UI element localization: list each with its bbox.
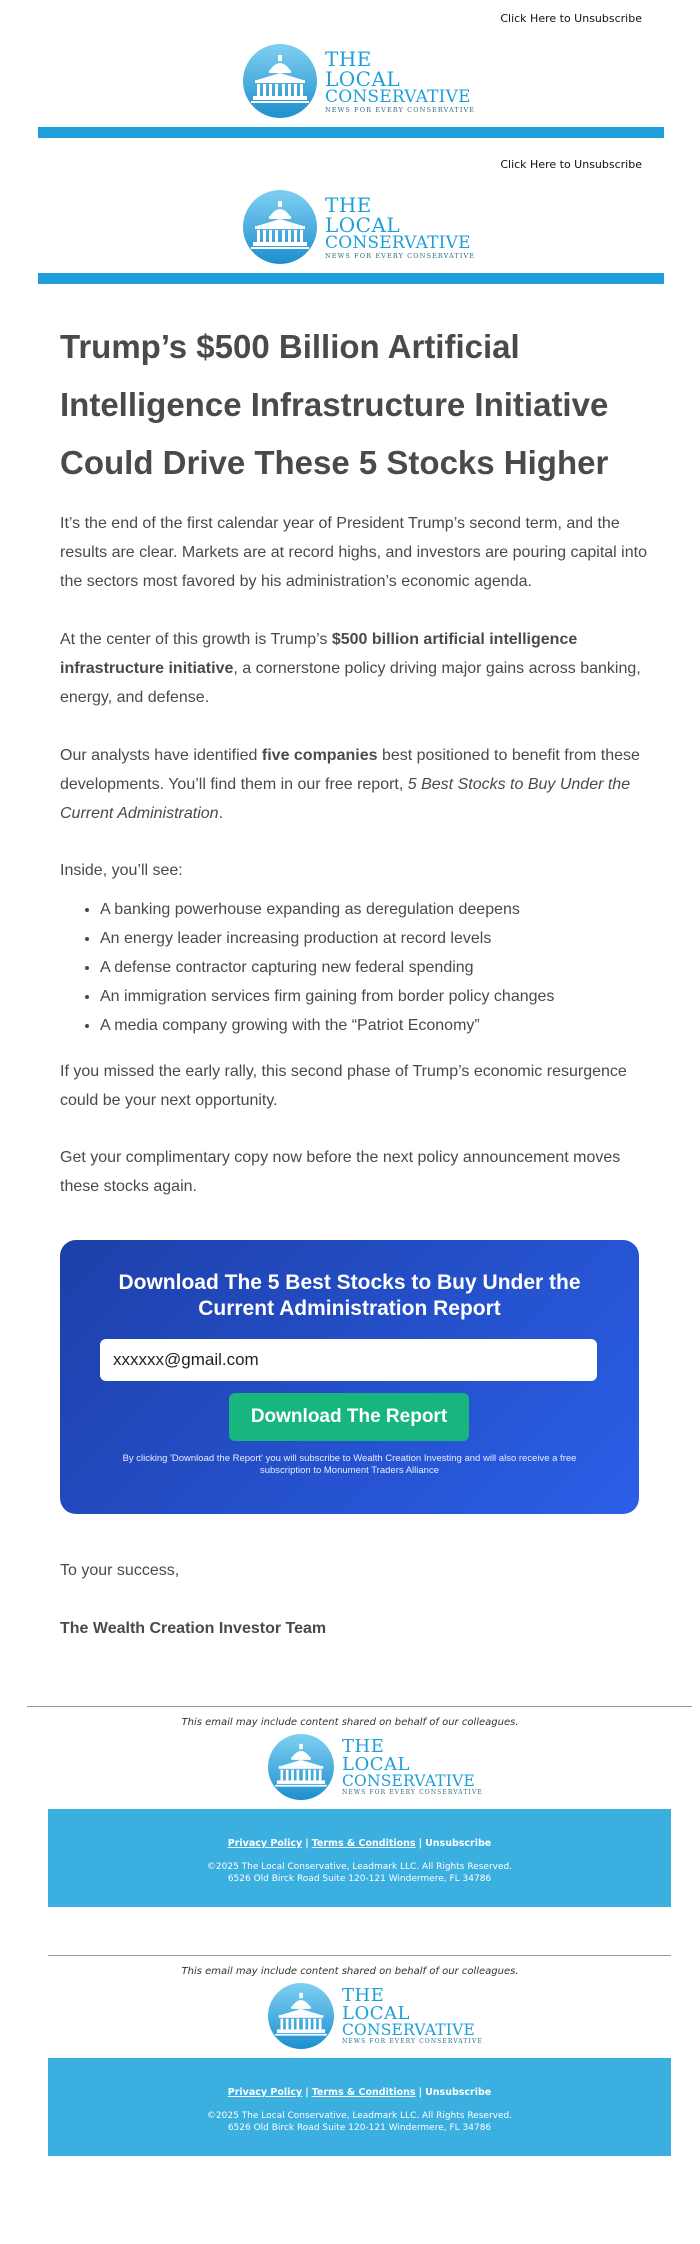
- logo-tagline: NEWS FOR EVERY CONSERVATIVE: [325, 105, 476, 114]
- list-item: • A banking powerhouse expanding as deregulation deepens: [100, 895, 554, 924]
- article-paragraph-2: At the center of this growth is Trump’s $500 billion artificial intelligence infrastructure initiative, a cornerstone policy driving major gains across banking, energy, and defense.: [60, 631, 641, 706]
- site-logo-2[interactable]: [243, 190, 475, 264]
- logo-tagline: NEWS FOR EVERY CONSERVATIVE: [342, 1789, 483, 1797]
- logo-line-3: CONSERVATIVE: [325, 86, 471, 107]
- logo-line-2: LOCAL: [325, 66, 401, 91]
- logo-line-1: THE: [342, 1984, 385, 2006]
- footer-box: [48, 1809, 671, 1907]
- terms-link[interactable]: Terms & Conditions: [311, 2087, 416, 2098]
- footer-box-2: [48, 2058, 671, 2156]
- list-item: • An immigration services firm gaining from border policy changes: [100, 982, 554, 1011]
- five-companies-highlight: five companies: [261, 747, 378, 764]
- list-item: • A media company growing with the “Patriot Economy”: [100, 1011, 554, 1040]
- copyright-text: ©2025 The Local Conservative, Leadmark LLC. All Rights Reserved.: [206, 2111, 513, 2121]
- capitol-emblem-icon: [268, 1734, 334, 1800]
- logo-tagline: NEWS FOR EVERY CONSERVATIVE: [325, 251, 476, 260]
- company-address: 6526 Old Birck Road Suite 120-121 Windermere, FL 34786: [227, 1874, 492, 1884]
- logo-line-2: LOCAL: [342, 2002, 410, 2024]
- list-item: • A defense contractor capturing new federal spending: [100, 953, 554, 982]
- footer-links: Privacy Policy | Terms & Conditions | Unsubscribe: [227, 2087, 492, 2098]
- privacy-policy-link[interactable]: Privacy Policy: [227, 1838, 303, 1849]
- footer-divider-2: [48, 1955, 671, 1956]
- logo-line-3: CONSERVATIVE: [342, 2020, 476, 2039]
- header-accent-bar: [38, 127, 664, 138]
- company-address: 6526 Old Birck Road Suite 120-121 Windermere, FL 34786: [227, 2123, 492, 2133]
- footer-unsubscribe-link[interactable]: Unsubscribe: [425, 2087, 492, 2098]
- download-report-button[interactable]: Download The Report: [229, 1393, 469, 1441]
- logo-line-1: THE: [342, 1735, 385, 1757]
- site-logo[interactable]: [243, 44, 475, 118]
- logo-tagline: NEWS FOR EVERY CONSERVATIVE: [342, 2038, 483, 2046]
- unsubscribe-link-2[interactable]: Click Here to Unsubscribe: [500, 158, 642, 171]
- logo-line-3: CONSERVATIVE: [325, 232, 471, 253]
- footer-copyright: [48, 2110, 671, 2134]
- list-item: • An energy leader increasing production at record levels: [100, 924, 554, 953]
- closing-line: To your success,: [60, 1562, 180, 1579]
- email-field[interactable]: [100, 1339, 597, 1381]
- unsubscribe-link[interactable]: Click Here to Unsubscribe: [500, 12, 642, 25]
- capitol-emblem-icon: [243, 190, 317, 264]
- article-paragraph-5: Get your complimentary copy now before the next policy announcement moves these stocks again.: [60, 1149, 621, 1195]
- header-accent-bar-2: [38, 273, 664, 284]
- report-contents-list: [60, 895, 554, 1040]
- initiative-highlight: $500 billion artificial intelligence infrastructure initiative: [60, 631, 578, 677]
- cta-disclaimer: By clicking 'Download the Report' you will subscribe to Wealth Creation Investing and will also receive a free subscription to Monument Traders Alliance: [122, 1453, 577, 1476]
- logo-line-2: LOCAL: [325, 212, 401, 237]
- logo-line-1: THE: [325, 46, 372, 71]
- article-paragraph-1: It’s the end of the first calendar year of President Trump’s second term, and the results are clear. Markets are at record highs, and investors are pouring capital into the sectors most favored by his administration’s economic agenda.: [60, 515, 647, 590]
- capitol-emblem-icon: [268, 1983, 334, 2049]
- inside-label: Inside, you’ll see:: [60, 862, 183, 879]
- logo-line-2: LOCAL: [342, 1753, 410, 1775]
- team-signature: The Wealth Creation Investor Team: [60, 1620, 327, 1637]
- copyright-text: ©2025 The Local Conservative, Leadmark LLC. All Rights Reserved.: [206, 1862, 513, 1872]
- privacy-policy-link[interactable]: Privacy Policy: [227, 2087, 303, 2098]
- footer-logo-2[interactable]: [268, 1983, 483, 2049]
- colleague-note: This email may include content shared on behalf of our colleagues.: [181, 1717, 519, 1728]
- logo-line-3: CONSERVATIVE: [342, 1771, 476, 1790]
- footer-divider: [27, 1706, 692, 1707]
- terms-link[interactable]: Terms & Conditions: [311, 1838, 416, 1849]
- footer-unsubscribe-link[interactable]: Unsubscribe: [425, 1838, 492, 1849]
- footer-links: Privacy Policy | Terms & Conditions | Unsubscribe: [227, 1838, 492, 1849]
- colleague-note-2: This email may include content shared on behalf of our colleagues.: [181, 1966, 519, 1977]
- report-title: 5 Best Stocks to Buy Under the Current Administration: [60, 776, 631, 822]
- article-paragraph-3: Our analysts have identified five companies best positioned to benefit from these developments. You’ll find them in our free report, 5 Best Stocks to Buy Under the Current Administration.: [60, 747, 640, 822]
- footer-logo[interactable]: [268, 1734, 483, 1800]
- download-report-form: [60, 1240, 639, 1514]
- capitol-emblem-icon: [243, 44, 317, 118]
- cta-title: Download The 5 Best Stocks to Buy Under the Current Administration Report: [118, 1271, 581, 1320]
- article-headline: Trump’s $500 Billion Artificial Intelligence Infrastructure Initiative Could Drive These 5 Stocks Higher: [60, 328, 609, 481]
- footer-copyright: [48, 1861, 671, 1885]
- logo-line-1: THE: [325, 192, 372, 217]
- article-paragraph-4: If you missed the early rally, this second phase of Trump’s economic resurgence could be your next opportunity.: [60, 1063, 627, 1109]
